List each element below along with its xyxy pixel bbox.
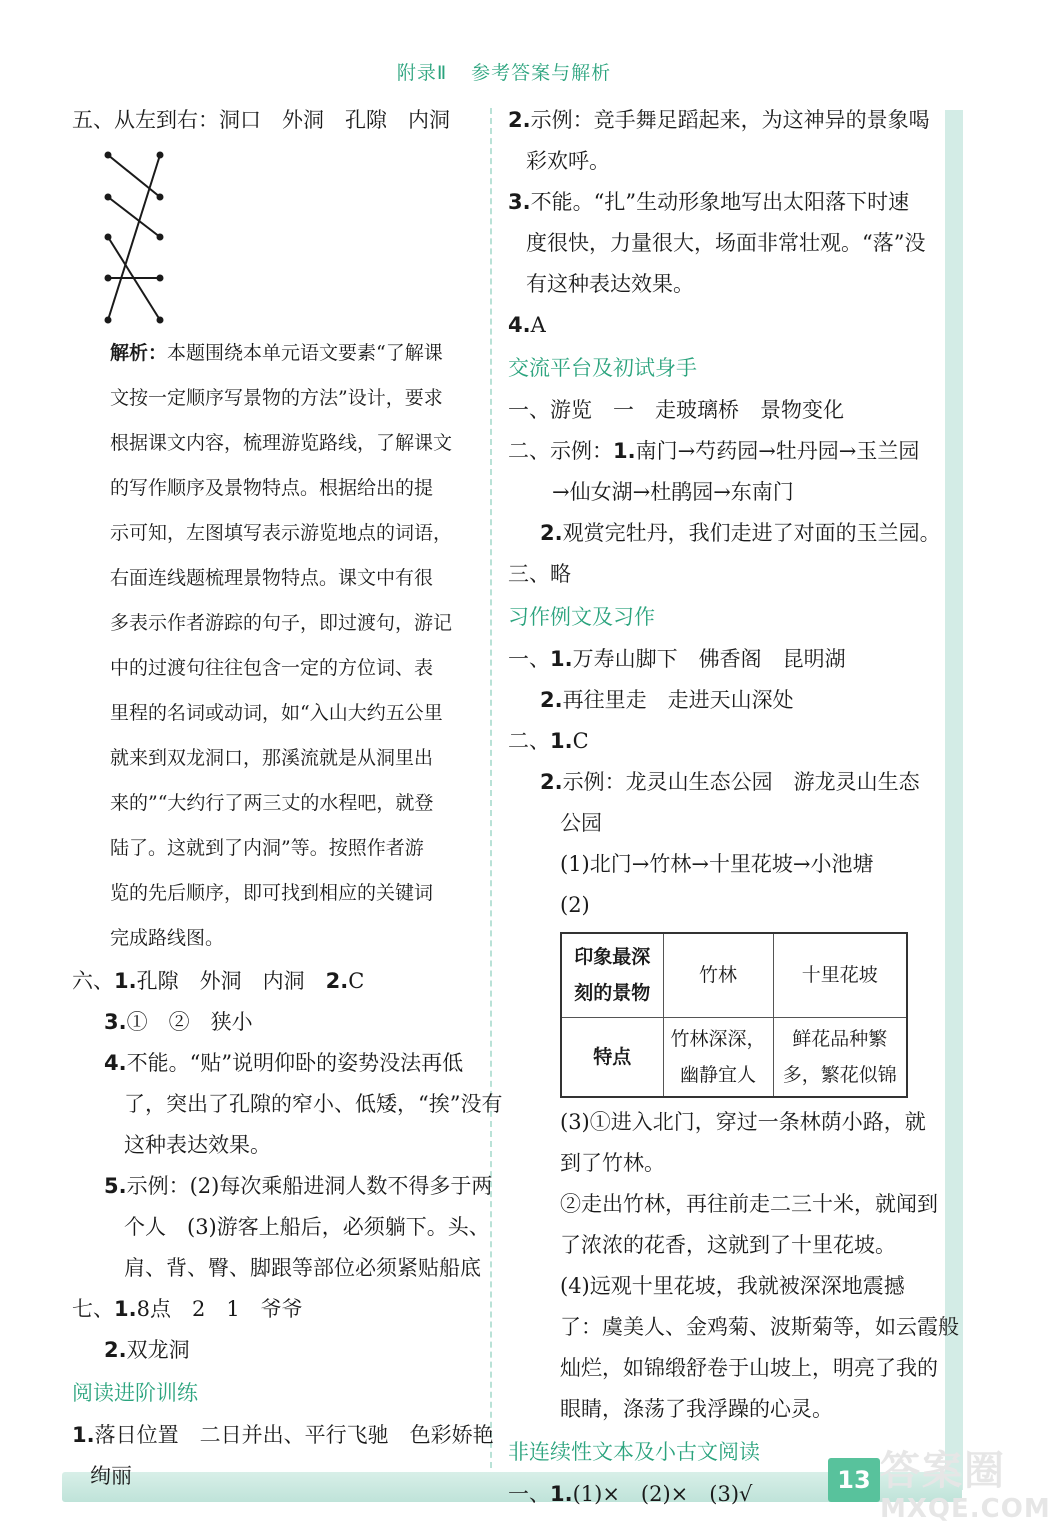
answer-reading-3: 3.不能。“扎”生动形象地写出太阳落下时速 [508,190,910,214]
match-line-1 [108,155,160,197]
right-dot-2 [157,194,164,201]
answer-exchange-2-1: 二、示例：1.南门→芍药园→牡丹园→玉兰园 [508,439,920,463]
answer-q6-1: 六、1.孔隙 外洞 内洞 2.C [72,969,365,993]
answer-writing-1-2: 2.再往里走 走进天山深处 [540,688,794,712]
section-title-writing: 习作例文及习作 [508,605,655,629]
answer-q7-1: 七、1.8点 2 1 爷爷 [72,1297,303,1321]
header-appendix: 附录Ⅱ [396,62,448,84]
answer-q7-2: 2.双龙洞 [104,1338,190,1362]
answer-q6-5: 5.示例：(2)每次乘船进洞人数不得多于两 [104,1174,493,1198]
watermark-logo: 答案圈 MXQE.COM [880,1448,1051,1524]
column-divider [490,108,492,1488]
table-cell-bamboo-feature: 竹林深深， 幽静宜人 [663,1017,773,1097]
page-header [0,58,1008,85]
section-title-nonlinear: 非连续性文本及小古文阅读 [508,1440,760,1464]
matching-line-diagram [90,145,180,325]
answer-nonlinear-1: 一、1.(1)× (2)× (3)√ [508,1482,753,1506]
answer-writing-1-1: 一、1.万寿山脚下 佛香阁 昆明湖 [508,647,846,671]
answer-writing-part4: 了：虞美人、金鸡菊、波斯菊等，如云霞般 [560,1315,959,1339]
right-dot-1 [157,152,164,159]
header-title: 参考答案与解析 [471,62,612,84]
left-dot-3 [105,234,112,241]
answer-exchange-2-2: 2.观赏完牡丹，我们走进了对面的玉兰园。 [540,521,941,545]
answer-exchange-3: 三、略 [508,562,571,586]
answer-reading-3-cont: 有这种表达效果。 [526,272,694,296]
answer-writing-2-2-cont: 公园 [560,811,602,835]
table-head-feature: 特点 [561,1017,663,1097]
answer-writing-2-2: 2.示例：龙灵山生态公园 游龙灵山生态 [540,770,920,794]
right-dot-5 [157,317,164,324]
table-cell-flower-slope: 十里花坡 [773,933,907,1017]
right-dot-4 [157,275,164,282]
right-column [508,100,959,1515]
answer-writing-part4: 眼睛，涤荡了我浮躁的心灵。 [560,1397,833,1421]
answer-q6-4-cont: 了，突出了孔隙的窄小、低矮，“挨”没有 [124,1092,503,1116]
answer-reading-3-cont: 度很快，力量很大，场面非常壮观。“落”没 [526,231,926,255]
answer-writing-2-1: 二、1.C [508,729,589,753]
answer-q6-4-cont: 这种表达效果。 [124,1133,271,1157]
table-cell-flower-feature: 鲜花品种繁 多，繁花似锦 [773,1017,907,1097]
left-dot-2 [105,194,112,201]
answer-q6-4: 4.不能。“贴”说明仰卧的姿势没法再低 [104,1051,464,1075]
analysis-block: 解析：本题围绕本单元语文要素“了解课 文按一定顺序写景物的方法”设计，要求 根据课文内容，梳理游览路线，了解课文 的写作顺序及景物特点。根据给出的提 示可知，左图填写表示游览地点的词语， 右面连线题梳理景物特点。课文中有很 多表示作者游踪的句子，即过渡句，游记 中的过渡句往往包含一定的方位词、表 里程的名词或动词，如“入山大约五公里 就来到双龙洞口，那溪流就是从洞里出 来的”“大约行了两三丈的水程吧，就登 陆了。这就到了内洞”等。按照作者游 览的先后顺序，即可找到相应的关键词 完成路线图。 [110,342,453,949]
left-dot-5 [105,317,112,324]
answer-reading-1: 1.落日位置 二日并出、平行飞驰 色彩娇艳 [72,1423,494,1447]
answer-writing-part3: 到了竹林。 [560,1151,665,1175]
analysis-label: 解析： [110,342,168,364]
match-line-2 [108,197,160,237]
answer-q6-5-cont: 个人 (3)游客上船后，必须躺下。头、 [124,1215,490,1239]
section-title-reading: 阅读进阶训练 [72,1381,198,1405]
answer-reading-2: 2.示例：竞手舞足蹈起来，为这神异的景象喝 [508,108,930,132]
answer-exchange-2-1-cont: →仙女湖→杜鹃园→东南门 [552,480,794,504]
answer-reading-1-cont: 绚丽 [90,1464,132,1488]
answer-q6-5-cont: 肩、背、臀、脚跟等部位必须紧贴船底 [124,1256,481,1280]
right-dot-3 [157,234,164,241]
answer-writing-part4: (4)远观十里花坡，我就被深深地震撼 [560,1274,905,1298]
right-decor-stripe [945,110,963,1490]
answer-q5: 五、从左到右：洞口 外洞 孔隙 内洞 [72,108,450,132]
answer-writing-part2: (2) [560,893,590,917]
left-dot-1 [105,152,112,159]
left-dot-4 [105,275,112,282]
table-cell-bamboo: 竹林 [663,933,773,1017]
answer-writing-route: (1)北门→竹林→十里花坡→小池塘 [560,852,874,876]
answer-writing-part3: 了浓浓的花香，这就到了十里花坡。 [560,1233,896,1257]
table-head-scenery: 印象最深 刻的景物 [561,933,663,1017]
left-column [72,100,503,1497]
answer-writing-part3: (3)①进入北门，穿过一条林荫小路，就 [560,1110,926,1134]
answer-reading-4: 4.A [508,313,546,337]
scenery-table [560,932,908,1098]
answer-writing-part4: 灿烂，如锦缎舒卷于山坡上，明亮了我的 [560,1356,938,1380]
answer-reading-2-cont: 彩欢呼。 [526,149,610,173]
match-line-5 [108,155,160,320]
answer-writing-part3: ②走出竹林，再往前走二三十米，就闻到 [560,1192,938,1216]
section-title-exchange: 交流平台及初试身手 [508,356,697,380]
answer-exchange-1: 一、游览 一 走玻璃桥 景物变化 [508,398,844,422]
answer-q6-3: 3.① ② 狭小 [104,1010,253,1034]
page-number: 13 [828,1458,880,1502]
